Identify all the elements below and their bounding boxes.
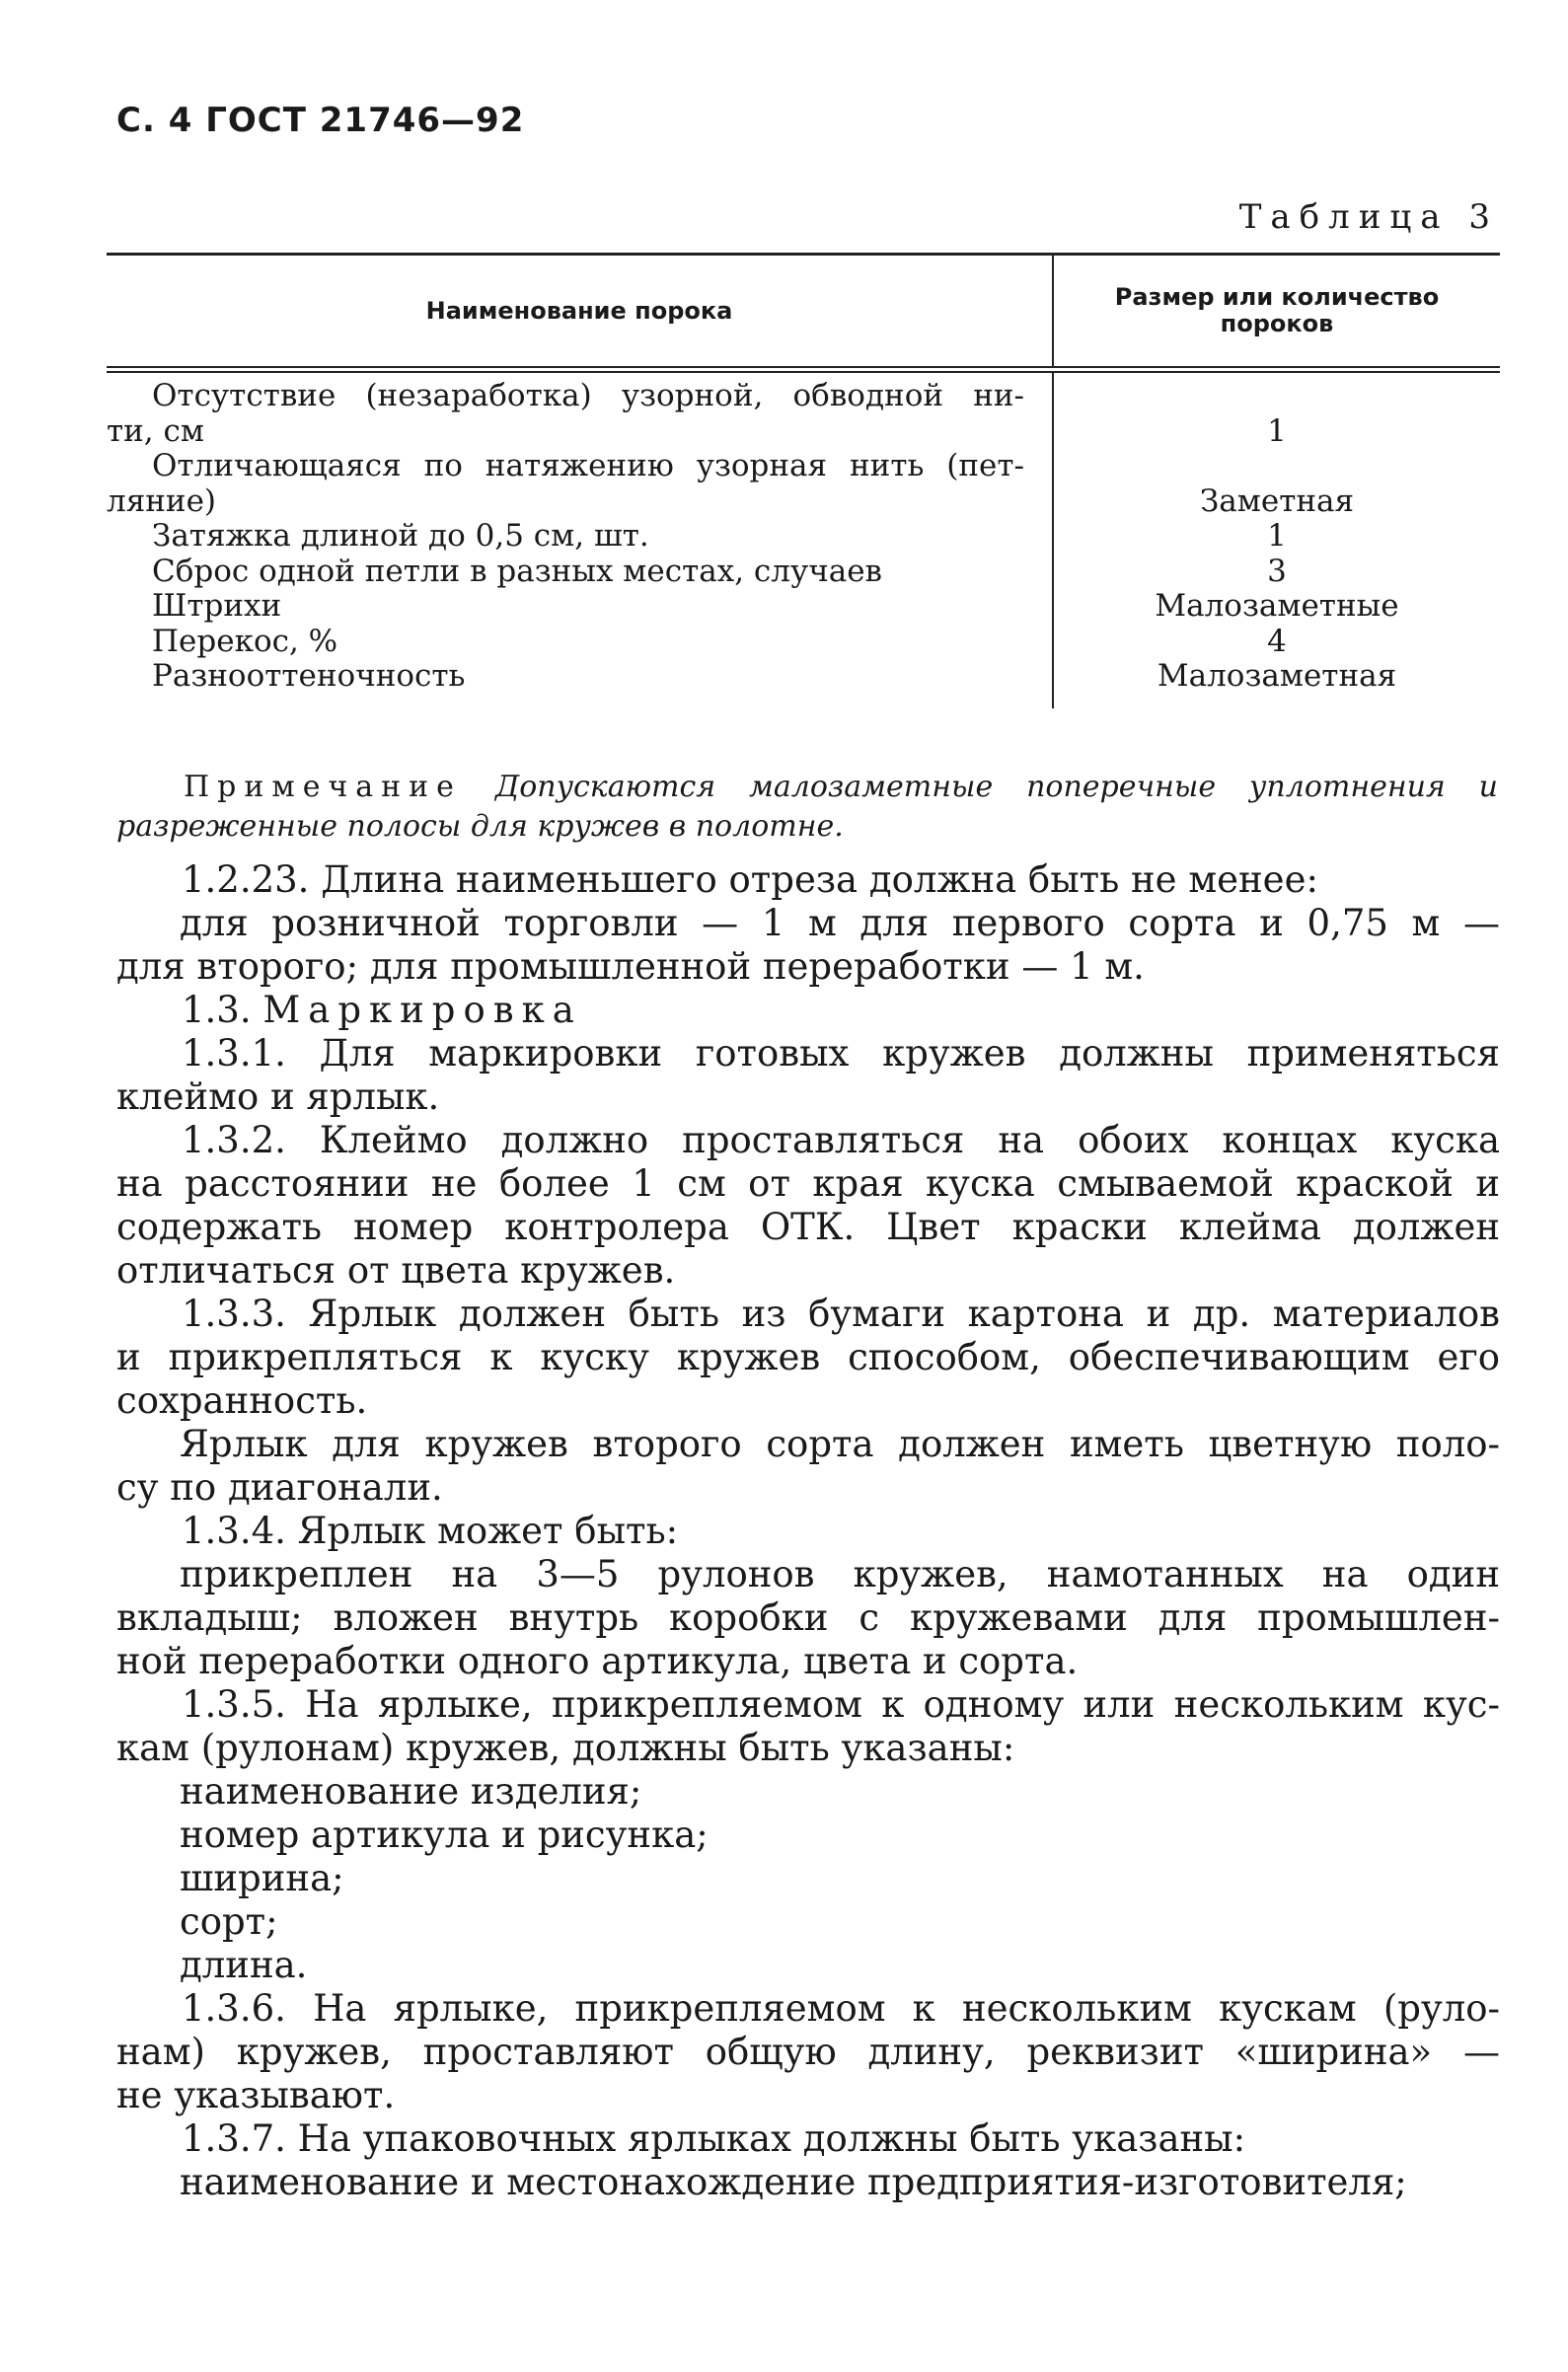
defect-name: Штрихи	[152, 588, 282, 624]
paragraph-line: 1.3.7. На упаковочных ярлыках должны быть указаны:	[182, 2117, 1246, 2160]
defect-value: Малозаметные	[1155, 588, 1399, 624]
column-header-name: Наименование порока	[425, 296, 733, 325]
list-item: наименование изделия;	[180, 1770, 642, 1813]
page-header: С. 4 ГОСТ 21746—92	[116, 101, 525, 140]
defect-value: 1	[1267, 518, 1287, 554]
paragraph-line: клеймо и ярлык.	[116, 1075, 440, 1118]
list-item: длина.	[180, 1944, 308, 1986]
paragraph-line: 1.3.6. На ярлыке, прикрепляемом к нескольким кускам (руло-	[182, 1987, 1500, 2030]
defect-name: Отсутствие (незаработка) узорной, обводной ни-	[152, 378, 1024, 413]
list-item: номер артикула и рисунка;	[180, 1814, 709, 1856]
table-header-rule	[107, 366, 1500, 373]
note-label: Примечание	[184, 770, 462, 804]
paragraph-line: сохранность.	[116, 1379, 368, 1422]
paragraph-line: 1.3.3. Ярлык должен быть из бумаги картона и др. материалов	[182, 1293, 1500, 1335]
column-header-value	[1052, 256, 1500, 366]
defect-value: 3	[1267, 553, 1287, 589]
defect-value: Малозаметная	[1157, 658, 1397, 694]
note-text-line1: Допускаются малозаметные поперечные уплотнения и	[494, 770, 1498, 804]
paragraph-line: не указывают.	[116, 2074, 396, 2116]
note-text-line2: разреженные полосы для кружев в полотне.	[116, 809, 844, 844]
defect-name: Разнооттеночность	[152, 658, 466, 694]
defect-value: Заметная	[1199, 482, 1355, 519]
section-number: 1.3.	[182, 989, 252, 1031]
paragraph-line: прикреплен на 3—5 рулонов кружев, намотанных на один	[180, 1553, 1500, 1595]
table-body	[107, 373, 1500, 708]
defect-name: Отличающаяся по натяжению узорная нить (пет-	[152, 448, 1024, 483]
paragraph-line: для второго; для промышленной переработки — 1 м.	[116, 945, 1145, 988]
paragraph-line: кам (рулонам) кружев, должны быть указаны:	[116, 1727, 1015, 1769]
paragraph-line: наименование и местонахождение предприятия-изготовителя;	[180, 2161, 1407, 2203]
list-item: ширина;	[180, 1857, 344, 1899]
paragraph-line: вкладыш; вложен внутрь коробки с кружевами для промышлен-	[116, 1596, 1500, 1639]
table-header-row	[107, 256, 1500, 366]
paragraph-line: ной переработки одного артикула, цвета и сорта.	[116, 1640, 1079, 1682]
paragraph-line: 1.3.4. Ярлык может быть:	[182, 1510, 679, 1552]
defect-name: Перекос, %	[152, 623, 338, 659]
paragraph-line: 1.3.2. Клеймо должно проставляться на обоих концах куска	[182, 1119, 1500, 1161]
defects-table	[107, 253, 1500, 708]
paragraph-line: и прикрепляться к куску кружев способом, обеспечивающим его	[116, 1336, 1500, 1378]
defect-name: Затяжка длиной до 0,5 см, шт.	[152, 518, 649, 554]
paragraph-line: Ярлык для кружев второго сорта должен иметь цветную поло-	[180, 1423, 1500, 1465]
paragraph-line: нам) кружев, проставляют общую длину, реквизит «ширина» —	[116, 2031, 1500, 2073]
section-heading	[116, 989, 1500, 1032]
defect-name: Сброс одной петли в разных местах, случаев	[152, 553, 882, 589]
section-title: Маркировка	[262, 989, 582, 1031]
paragraph-line: отличаться от цвета кружев.	[116, 1249, 676, 1292]
paragraph-line: 1.3.5. На ярлыке, прикрепляемом к одному или нескольким кус-	[182, 1683, 1500, 1726]
column-header-value-line2: пороков	[1220, 310, 1334, 337]
column-header-value-line1: Размер или количество	[1114, 283, 1440, 311]
list-item: сорт;	[180, 1900, 278, 1943]
table-note	[116, 768, 1498, 847]
table-caption: Таблица 3	[1238, 197, 1499, 237]
paragraph-line: 1.2.23. Длина наименьшего отреза должна быть не менее:	[182, 858, 1318, 901]
defect-values-column	[1052, 373, 1500, 708]
paragraph-line: для розничной торговли — 1 м для первого сорта и 0,75 м —	[180, 902, 1500, 944]
defect-name-cont: ти, см	[107, 412, 204, 449]
paragraph-line: содержать номер контролера ОТК. Цвет краски клейма должен	[116, 1206, 1500, 1248]
paragraph-line: 1.3.1. Для маркировки готовых кружев должны применяться	[182, 1032, 1500, 1075]
paragraph-line: су по диагонали.	[116, 1466, 443, 1509]
defect-value: 1	[1267, 412, 1287, 449]
defect-name-cont: ляние)	[107, 482, 217, 519]
defect-value: 4	[1267, 623, 1287, 659]
paragraph-line: на расстоянии не более 1 см от края куска смываемой краской и	[116, 1162, 1500, 1205]
document-body	[116, 858, 1500, 2204]
defect-names-column	[107, 373, 1052, 708]
